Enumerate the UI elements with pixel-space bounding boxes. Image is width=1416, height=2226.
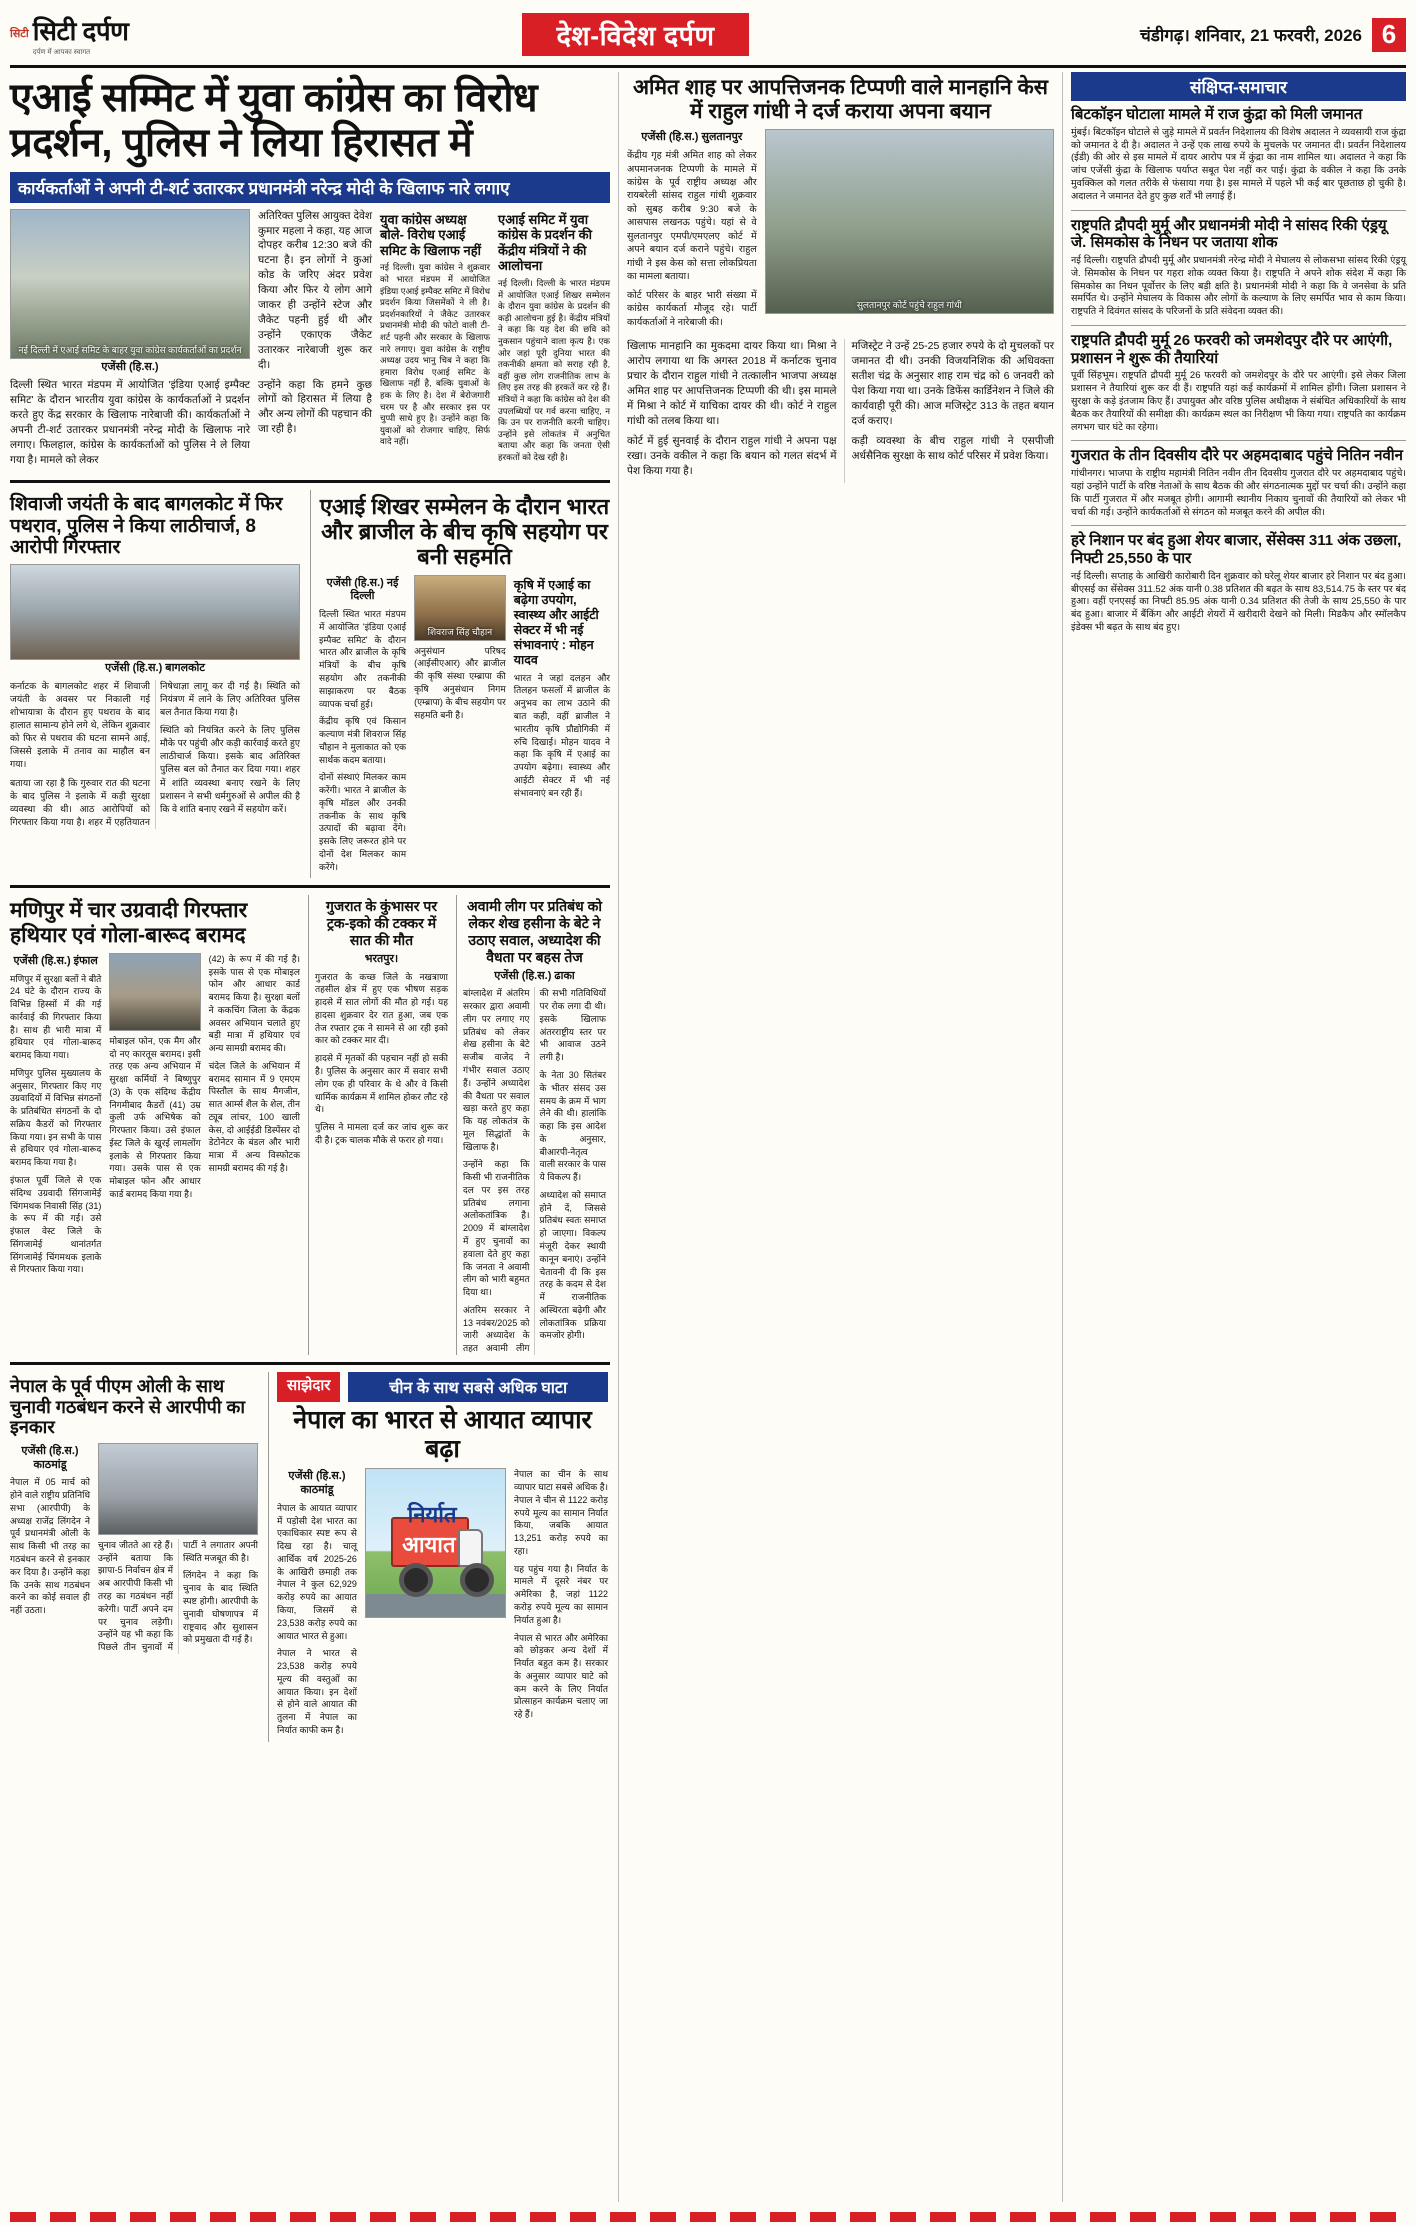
ai-brazil-body-2: केंद्रीय कृषि एवं किसान कल्याण मंत्री शिवराज सिंह चौहान ने मुलाकात को एक सार्थक कदम बताया।	[319, 716, 407, 765]
road-graphic	[366, 1594, 505, 1618]
section-banner: देश-विदेश दर्पण	[522, 13, 748, 56]
lead-sub-1-body: नई दिल्ली। युवा कांग्रेस ने शुक्रवार को भारत मंडपम में आयोजित इंडिया एआई इम्पैक्ट समिट में विरोध प्रदर्शन किया जिसमेंकों ने ली है। प्रदर्शनकारियों ने जैकेट उतारकर प्रधानमंत्री मोदी की फोटो वाली टी-शर्ट पहनी और सरकार के खिलाफ नारे लगाए। युवा कांग्रेस के राष्ट्रीय अध्यक्ष उदय भानु चिब ने कहा कि हमारा विरोध एआई समिट के खिलाफ नहीं है, बल्कि युवाओं के हक के लिए है। देश में बेरोजगारी चरम पर है और सरकार इस पर चुप्पी साधे हुए है। उन्होंने कहा कि युवाओं को रोजगार चाहिए, सिर्फ वादे नहीं।	[380, 262, 490, 447]
lead-photo-credit: एजेंसी (हि.स.)	[101, 360, 159, 373]
nepal-oli-photo	[98, 1443, 258, 1535]
nepal-trade-body-5: नेपाल से भारत और अमेरिका को छोड़कर अन्य देशों में निर्यात बहुत कम है। सरकार के अनुसार व्यापार घाटे को कम करने के लिए निर्यात प्रोत्साहन कार्यक्रम चलाए जा रहे हैं।	[513, 1632, 608, 1720]
logo-mark: सिटी	[10, 28, 29, 40]
rahul-body-left-2: कोर्ट परिसर के बाहर भारी संख्या में कांग्रेस कार्यकर्ता मौजूद रहे। पार्टी कार्यकर्ताओं ने नारेबाजी की।	[627, 289, 757, 328]
nepal-oli-body-2: चुनाव जीतते आ रहे हैं। उन्होंने बताया कि झापा-5 निर्वाचन क्षेत्र में अब आरपीपी किसी भी तरह का गठबंधन नहीं करेगी। पार्टी अपने दम पर चुनाव लड़ेगी। उन्होंने यह भी कहा कि पिछले तीन चुनावों में पार्टी ने लगातार अपनी स्थिति मजबूत की है।	[98, 1539, 258, 1653]
brief-item[interactable]	[1071, 447, 1406, 519]
gujarat-truck-body-3: पुलिस ने मामला दर्ज कर जांच शुरू कर दी है। ट्रक चालक मौके से फरार हो गया।	[315, 1122, 448, 1145]
nepal-trade-banner: चीन के साथ सबसे अधिक घाटा	[348, 1372, 608, 1402]
ai-brazil-right-head: कृषि में एआई का बढ़ेगा उपयोग, स्वास्थ्य और आईटी सेक्टर में भी नई संभावनाएं : मोहन यादव	[513, 577, 599, 667]
brief-body: गांधीनगर। भाजपा के राष्ट्रीय महामंत्री नितिन नवीन तीन दिवसीय गुजरात दौरे पर अहमदाबाद पहुंचे। यहां उन्होंने पार्टी के वरिष्ठ नेताओं के साथ बैठक की और संगठनात्मक मुद्दों पर चर्चा की। उन्होंने कहा कि पार्टी गुजरात में और मजबूत होगी। आगामी स्थानीय निकाय चुनावों की तैयारियों को लेकर भी चर्चा की गई। उन्होंने कार्यकर्ताओं से संगठन को मजबूत करने की अपील की।	[1071, 468, 1406, 518]
brief-head: हरे निशान पर बंद हुआ शेयर बाजार, सेंसेक्स 311 अंक उछला, निफ्टी 25,550 के पार	[1071, 532, 1402, 568]
awami-body-3: अंतरिम सरकार ने 13 नवंबर/2025 को जारी अध्यादेश के तहत अवामी लीग की सभी गतिविधियों पर रोक लगा दी थी। इसके खिलाफ अंतरराष्ट्रीय स्तर पर भी आवाज उठने लगी है।	[463, 988, 606, 1354]
gujarat-truck-byline: भरतपुर।	[364, 952, 399, 965]
dateline: चंडीगढ़। शनिवार, 21 फरवरी, 2026	[1139, 26, 1362, 45]
column-briefs	[1062, 72, 1406, 2202]
brief-head: बिटकॉइन घोटाला मामले में राज कुंद्रा को मिली जमानत	[1071, 106, 1363, 123]
awami-head: अवामी लीग पर प्रतिबंध को लेकर शेख हसीना के बेटे ने उठाए सवाल, अध्यादेश की वैधता पर बहस तेज	[467, 898, 602, 965]
nepal-trade-byline: एजेंसी (हि.स.) काठमांडू	[288, 1470, 346, 1497]
brief-item[interactable]	[1071, 532, 1406, 634]
story-ai-brazil	[310, 490, 610, 879]
nepal-trade-body-4: यह पहुंच गया है। निर्यात के मामले में दूसरे नंबर पर अमेरिका है, जहां 1122 करोड़ रुपये मूल्य का सामान निर्यात हुआ है।	[513, 1563, 608, 1625]
manipur-body-3: इंफाल पूर्वी जिले से एक संदिग्ध उग्रवादी सिंगजामेई चिंगमथक निवासी सिंह (31) के रूप में की गई। उसे इंफाल वेस्ट जिले के सिंगजामेई थानांतर्गत सिंगजामेई चिंगमथक इलाके से गिरफ्तार किया गया।	[10, 1175, 102, 1275]
brief-head: राष्ट्रपति द्रौपदी मुर्मू और प्रधानमंत्री मोदी ने सांसद रिकी एंड्रयू जे. सिमकोस के निधन पर जताया शोक	[1071, 216, 1387, 252]
rahul-photo-label: सुलतानपुर कोर्ट पहुंचे राहुल गांधी	[856, 300, 962, 311]
manipur-photo	[109, 953, 200, 1031]
lead-photo	[10, 209, 250, 359]
footer-decoration	[10, 2212, 1406, 2222]
shivaji-photo	[10, 564, 300, 660]
ai-brazil-body-1: दिल्ली स्थित भारत मंडपम में आयोजित 'इंडिया एआई इम्पैक्ट समिट' के दौरान भारत और ब्राजील के कृषि मंत्रियों के बीच कृषि सहयोग और तकनीकी साझाकरण पर बैठक व्यापक चर्चा हुई।	[319, 609, 407, 709]
lead-photo-label: नई दिल्ली में एआई समिट के बाहर युवा कांग्रेस कार्यकर्ताओं का प्रदर्शन	[18, 344, 242, 355]
column-left	[10, 72, 610, 2202]
truck-wheel-front	[460, 1563, 494, 1597]
awami-body-4: के नेता 30 सितंबर के भीतर संसद उस समय के क्रम में भाग लेने की थी। हालांकि कहा कि इस आदेश के अनुसार, बीआरपी-नेतृत्व वाली सरकार के पास ये विकल्प हैं।	[539, 1070, 606, 1183]
row-manipur	[10, 895, 610, 1354]
brief-head: राष्ट्रपति द्रौपदी मुर्मू 26 फरवरी को जमशेदपुर दौरे पर आएंगी, प्रशासन ने शुरू की तैयारियां	[1071, 332, 1393, 367]
ai-brazil-photo-label: शिवराज सिंह चौहान	[427, 626, 493, 637]
rahul-body-far-1: मजिस्ट्रेट ने उन्हें 25-25 हजार रुपये के दो मुचलकों पर जमानत दी थी। उनकी विजयनिशिक की अधिवक्ता सतीश चंद्र के अनुसार शाह राम चंद्र को 6 जनवरी को पेश किया गया था। उनके डिफेंस कार्डिनेशन ने जिले की कार्यवाही पूरी की। आज मजिस्ट्रेट 313 के तहत बयान दर्ज कराए।	[851, 340, 1054, 427]
story-awami	[456, 895, 606, 1354]
manipur-byline: एजेंसी (हि.स.) इंफाल	[13, 954, 98, 967]
shivaji-body-2: बताया जा रहा है कि गुरुवार रात की घटना के बाद पुलिस ने इलाके में कड़ी सुरक्षा व्यवस्था की थी। आठ आरोपियों को गिरफ्तार किया गया है। शहर में एहतियातन निषेधाज्ञा लागू कर दी गई है। स्थिति को नियंत्रण में लाने के लिए अतिरिक्त पुलिस बल तैनात किया गया है।	[10, 681, 300, 827]
nepal-trade-body-2: नेपाल ने भारत से 23,538 करोड़ रुपये मूल्य की वस्तुओं का आयात किया। इन देशों से होने वाले आयात की तुलना में नेपाल का निर्यात काफी कम है।	[277, 1648, 357, 1735]
brief-body: नई दिल्ली। राष्ट्रपति द्रौपदी मुर्मू और प्रधानमंत्री नरेन्द्र मोदी ने मेघालय से लोकसभा सांसद रिकी एंड्रयू जे. सिमकोस के निधन पर गहरा शोक व्यक्त किया है। राष्ट्रपति ने अपने शोक संदेश में कहा कि सिमकोस का निधन पूर्वोत्तर के लिए बड़ी क्षति है। प्रधानमंत्री मोदी ने कहा कि वे जनसेवा के प्रति समर्पित थे। उन्होंने मेघालय के विकास और लोगों के कल्याण के लिए समर्पित भाव से काम किया। राष्ट्रपति ने दिवंगत सांसद के परिजनों के प्रति संवेदना व्यक्त की।	[1071, 254, 1406, 318]
brief-body: पूर्वी सिंहभूम। राष्ट्रपति द्रौपदी मुर्मू 26 फरवरी को जमशेदपुर के दौरे पर आएंगी। इसे लेकर जिला प्रशासन ने तैयारियां शुरू कर दी हैं। राष्ट्रपति यहां कई कार्यक्रमों में शामिल होंगी। जिला प्रशासन ने सुरक्षा के कड़े इंतजाम किए हैं। उपायुक्त और वरिष्ठ पुलिस अधीक्षक ने संबंधित अधिकारियों के साथ बैठक कर तैयारियों की समीक्षा की। कार्यक्रम स्थल का निरीक्षण भी किया गया। राष्ट्रपति का कार्यक्रम लगभग चार घंटे का रहेगा।	[1071, 370, 1406, 433]
briefs-title: संक्षिप्त-समाचार	[1071, 72, 1406, 101]
ai-brazil-right-body-1: अनुसंधान परिषद (आईसीएआर) और ब्राजील की कृषि संस्था एम्ब्रापा की कृषि अनुसंधान निगम (एम्ब्रापा) के बीच सहयोग पर सहमति बनी है।	[414, 645, 506, 720]
ai-brazil-body-3: दोनों संस्थाएं मिलकर काम करेंगी। भारत ने ब्राजील के कृषि मॉडल और उनकी तकनीक के साथ कृषि उत्पादों की बढ़ावा देंगे। इसके लिए जरूरत होने पर दोनों देश मिलकर काम करेंगे।	[319, 772, 407, 872]
export-label: निर्यात	[407, 1501, 457, 1527]
rahul-headline: अमित शाह पर आपत्तिजनक टिप्पणी वाले मानहानि केस में राहुल गांधी ने दर्ज कराया अपना बयान	[633, 76, 1048, 124]
rahul-photo	[765, 129, 1054, 314]
lead-sub-2-head: एआई समिट में युवा कांग्रेस के प्रदर्शन की केंद्रीय मंत्रियों ने की आलोचना	[498, 211, 592, 274]
lead-sub-2	[498, 209, 610, 473]
story-shivaji	[10, 490, 300, 829]
page-number: 6	[1372, 18, 1406, 52]
rahul-body-right-2: कोर्ट में हुई सुनवाई के दौरान राहुल गांधी ने अपना पक्ष रखा। उनके वकील ने कहा कि बयान को गलत संदर्भ में पेश किया गया है।	[627, 434, 837, 477]
gujarat-truck-body-1: गुजरात के कच्छ जिले के नखत्राणा तहसील क्षेत्र में हुए एक भीषण सड़क हादसे में सात लोगों की मौत हो गई। यह हादसा शुक्रवार देर रात हुआ, जब एक तेज रफ्तार ट्रक ने सामने से आ रही इको कार को टक्कर मार दी।	[315, 971, 448, 1046]
manipur-headline: मणिपुर में चार उग्रवादी गिरफ्तार हथियार एवं गोला-बारूद बरामद	[10, 899, 248, 947]
lead-sub-1-head: युवा कांग्रेस अध्यक्ष बोले- विरोध एआई समिट के खिलाफ नहीं	[380, 211, 481, 258]
ai-brazil-photo	[414, 575, 506, 641]
story-gujarat-truck	[308, 895, 448, 1354]
truck-wheel-rear	[399, 1563, 433, 1597]
manipur-body-2: मणिपुर पुलिस मुख्यालय के अनुसार, गिरफ्तार किए गए उग्रवादियों में विभिन्न संगठनों के प्रतिबंधित संगठनों के दो सक्रिय कैडरों को गिरफ्तार किया गया। इन सभी के पास से हथियार एवं गोला-बारूद बरामद किया गया है।	[10, 1067, 102, 1168]
manipur-body-1: मणिपुर में सुरक्षा बलों ने बीते 24 घंटे के दौरान राज्य के विभिन्न हिस्सों में की गई कार्रवाई की गिरफ्तार किया है। साथ ही भारी मात्रा में हथियार एवं गोला-बारूद बरामद किया गया।	[10, 973, 102, 1061]
brief-body: मुंबई। बिटकॉइन घोटाले से जुड़े मामले में प्रवर्तन निदेशालय की विशेष अदालत ने व्यवसायी राज कुंद्रा को जमानत दे दी है। अदालत ने उन्हें एक लाख रुपये के मुचलके पर जमानत दी। प्रवर्तन निदेशालय (ईडी) की ओर से इस मामले में दायर आरोप पत्र में कुंद्रा का नाम शामिल था। अदालत ने कहा कि जांच एजेंसी कुंद्रा के खिलाफ पर्याप्त सबूत पेश नहीं कर पाई। कुंद्रा के वकील ने कहा कि उनके मुवक्किल को गलत तरीके से फंसाया गया है। इस मामले में पहले भी कई बार पूछताछ हो चुकी है। अदालत ने जमानत देते हुए कुछ शर्तें भी लगाई हैं।	[1071, 126, 1406, 202]
shivaji-body-1: कर्नाटक के बागलकोट शहर में शिवाजी जयंती के अवसर पर निकाली गई शोभायात्रा के दौरान हुए पथराव के बाद हालात सामान्य होने लगे थे, लेकिन शुक्रवार को फिर से पथराव की घटना सामने आई, जिससे इलाके में तनाव का माहौल बन गया।	[10, 681, 150, 770]
gujarat-truck-body-2: हादसे में मृतकों की पहचान नहीं हो सकी है। पुलिस के अनुसार कार में सवार सभी लोग एक ही परिवार के थे और वे किसी धार्मिक कार्यक्रम में शामिल होकर लौट रहे थे।	[315, 1053, 448, 1115]
lead-subhead: कार्यकर्ताओं ने अपनी टी-शर्ट उतारकर प्रधानमंत्री नरेन्द्र मोदी के खिलाफ नारे लगाए	[10, 172, 610, 203]
nepal-trade-body-3: नेपाल का चीन के साथ व्यापार घाटा सबसे अधिक है। नेपाल ने चीन से 1122 करोड़ रुपये मूल्य का सामान निर्यात किया, जबकि आयात 13,251 करोड़ रुपये का रहा।	[513, 1469, 608, 1556]
nepal-trade-kicker: साझेदार	[277, 1372, 340, 1402]
import-label: आयात	[402, 1531, 456, 1557]
awami-byline: एजेंसी (हि.स.) ढाका	[494, 969, 575, 982]
publication-logo[interactable]	[10, 12, 195, 57]
lead-body-2: अतिरिक्त पुलिस आयुक्त देवेश कुमार महला ने कहा, यह आज दोपहर करीब 12:30 बजे की घटना है। इन लोगों ने कुआं कोड के जरिए अंदर प्रवेश किया और फिर ये लोग आगे जाकर ही उन्होंने स्टेज और जैकेट पहनी हुई थी और उन्होंने एकाएक जैकेट उतारकर नारेबाजी शुरू कर दी। उन्होंने कहा कि हमने कुछ लोगों को हिरासत में लिया है और अन्य लोगों की पहचान की जा रही है।	[258, 209, 372, 436]
lead-sub-2-body: नई दिल्ली। दिल्ली के भारत मंडपम में आयोजित एआई शिखर सम्मेलन के दौरान युवा कांग्रेस के प्रदर्शन की कड़ी आलोचना हुई है। केंद्रीय मंत्रियों ने कहा कि यह देश की छवि को नुकसान पहुंचाने वाला कृत्य है। एक ओर जहां पूरी दुनिया भारत की तकनीकी क्षमता को सराह रही है, वहीं कुछ लोग राजनीतिक लाभ के लिए इस तरह की हरकतें कर रहे हैं। मंत्रियों ने कहा कि कांग्रेस को देश की उपलब्धियों पर गर्व करना चाहिए, न कि उन पर राजनीति करनी चाहिए। उन्होंने इसे लोकतंत्र में अनुचित बताया और कहा कि जनता ऐसी हरकतों को देख रही है।	[498, 277, 610, 462]
masthead	[10, 8, 1406, 68]
shivaji-byline: एजेंसी (हि.स.) बागलकोट	[105, 662, 205, 675]
manipur-body-4: मोबाइल फोन, एक मैग और दो नए कारतूस बरामद। इसी तरह एक अन्य अभियान में सुरक्षा कर्मियों ने बिष्णुपुर (3) के एक संदिग्ध केंद्रीय निगमीबाद कैडरों (41) उम्र कुली उर्फ अभिषेक को गिरफ्तार किया। उसे इंफाल ईस्ट जिले के खुरई लामलोंग इलाके से गिरफ्तार किया गया। उसके पास से एक मोबाइल फोन और आधार कार्ड बरामद किया गया है।	[109, 1035, 201, 1199]
brief-body: नई दिल्ली। सप्ताह के आखिरी कारोबारी दिन शुक्रवार को घरेलू शेयर बाजार हरे निशान पर बंद हुआ। बीएसई का सेंसेक्स 311.52 अंक यानी 0.38 प्रतिशत की बढ़त के साथ 83,514.75 के स्तर पर बंद हुआ। वहीं एनएसई का निफ्टी 85.95 अंक यानी 0.34 प्रतिशत की तेजी के साथ 25,550 के पार बंद हुआ। बाजार में बैंकिंग और आईटी शेयरों में खरीदारी देखने को मिली। मिडकैप और स्मॉलकैप इंडेक्स भी बढ़त के साथ बंद हुए।	[1071, 570, 1406, 633]
story-manipur	[10, 895, 300, 1354]
nepal-trade-illustration	[365, 1468, 506, 1618]
brief-head: गुजरात के तीन दिवसीय दौरे पर अहमदाबाद पहुंचे नितिन नवीन	[1071, 447, 1404, 465]
rahul-body-far-2: कड़ी व्यवस्था के बीच राहुल गांधी ने एसपीजी अर्धसैनिक सुरक्षा के साथ कोर्ट परिसर में प्रवेश किया।	[851, 434, 1054, 462]
awami-body-2: उन्होंने कहा कि किसी भी राजनीतिक दल पर इस तरह प्रतिबंध लगाना अलोकतांत्रिक है। 2009 में बांग्लादेश में हुए चुनावों का हवाला देते हुए कहा कि जनता ने अवामी लीग को भारी बहुमत दिया था।	[463, 1159, 530, 1298]
story-nepal-oli	[10, 1372, 260, 1742]
logo-subtitle: दर्पण में आपका स्वागत	[32, 49, 91, 56]
lead-body-1: दिल्ली स्थित भारत मंडपम में आयोजित 'इंडिया एआई इम्पैक्ट समिट' के दौरान भारतीय युवा कांग्रेस के कार्यकर्ताओं ने प्रदर्शन करते हुए केंद्र सरकार के खिलाफ नारेबाजी की। कार्यकर्ताओं ने अपनी टी-शर्ट उतारकर प्रधानमंत्री नरेन्द्र मोदी के खिलाफ नारे लगाए। फिलहाल, कांग्रेस के कार्यकर्ताओं को पुलिस ने ले लिया गया है। मामले को लेकर	[10, 379, 250, 466]
manipur-body-6: चंदेल जिले के अभियान में बरामद सामान में 9 एमएम पिस्तौल के साथ मैगजीन, सात आर्म्स शैल के शेल, तीन ट्यूब लांचर, 100 खाली केस, दो आईईडी डिस्पेंसर दो डेटोनेटर के बंडल और भारी मात्रा में अन्य विस्फोटक सामग्री बरामद की गई है।	[208, 1060, 300, 1174]
brief-item[interactable]	[1071, 332, 1406, 434]
logo-text: सिटी दर्पण	[32, 16, 129, 46]
nepal-trade-head: नेपाल का भारत से आयात व्यापार बढ़ा	[293, 1405, 592, 1463]
rahul-body-left-1: केंद्रीय गृह मंत्री अमित शाह को लेकर अपमानजनक टिप्पणी के मामले में कांग्रेस के पूर्व राष्ट्रीय अध्यक्ष और रायबरेली सांसद राहुल गांधी शुक्रवार को सुबह करीब 9:30 बजे के आसपास लखनऊ पहुंचे। यहां से वे सुलतानपुर एमपी/एमएलए कोर्ट में अपने बयान दर्ज कराने पहुंचे। राहुल गांधी ने इस केस को सत्ता लोकप्रियता का मामला बताया।	[627, 150, 757, 283]
row-nepal	[10, 1372, 610, 1742]
shivaji-headline: शिवाजी जयंती के बाद बागलकोट में फिर पथराव, पुलिस ने किया लाठीचार्ज, 8 आरोपी गिरफ्तार	[10, 493, 283, 559]
page-columns	[10, 72, 1406, 2202]
awami-body-5: अध्यादेश को समाप्त होने दें, जिससे प्रतिबंध स्वतः समाप्त हो जाएगा। विकल्प मंजूरी देकर स्थायी कानून बनाएं। उन्होंने चेतावनी दी कि इस तरह के कदम से देश में राजनीतिक अस्थिरता बढ़ेगी और लोकतांत्रिक प्रक्रिया कमजोर होगी।	[539, 1189, 606, 1341]
brief-item[interactable]	[1071, 217, 1406, 319]
brief-item[interactable]	[1071, 106, 1406, 204]
nepal-trade-body-1: नेपाल के आयात व्यापार में पड़ोसी देश भारत का एकाधिकार स्पष्ट रूप से दिख रहा है। चालू आर्थिक वर्ष 2025-26 के आखिरी छमाही तक नेपाल ने कुल 62,929 करोड़ रुपये का आयात किया, जिसमें से 23,538 करोड़ रुपये का आयात भारत से हुआ।	[277, 1502, 357, 1641]
story-nepal-trade	[268, 1372, 608, 1742]
rahul-byline: एजेंसी (हि.स.) सुलतानपुर	[641, 131, 743, 144]
lead-headline: एआई सम्मिट में युवा कांग्रेस का विरोध प्रदर्शन, पुलिस ने लिया हिरासत में	[10, 76, 538, 165]
awami-body-1: बांग्लादेश में अंतरिम सरकार द्वारा अवामी लीग पर लगाए गए प्रतिबंध को लेकर शेख हसीना के बेटे सजीब वाजेद ने गंभीर सवाल उठाए हैं। उन्होंने अध्यादेश की वैधता पर सवाल खड़ा करते हुए कहा कि यह लोकतंत्र के मूल सिद्धांतों के खिलाफ है।	[463, 988, 530, 1152]
ai-brazil-headline: एआई शिखर सम्मेलन के दौरान भारत और ब्राजील के बीच कृषि सहयोग पर बनी सहमति	[319, 493, 610, 570]
nepal-oli-byline: एजेंसी (हि.स.) काठमांडू	[21, 1444, 79, 1471]
nepal-oli-body-3: लिंगदेन ने कहा कि चुनाव के बाद स्थिति स्पष्ट होगी। आरपीपी के चुनावी घोषणापत्र में राष्ट्रवाद और सुशासन को प्रमुखता दी गई है।	[183, 1570, 258, 1645]
truck-cab-graphic	[458, 1529, 483, 1567]
lead-sub-1	[380, 209, 490, 473]
nepal-oli-body-1: नेपाल में 05 मार्च को होने वाले राष्ट्रीय प्रतिनिधि सभा (आरपीपी) के अध्यक्ष राजेंद्र लिंगदेन ने पूर्व प्रधानमंत्री ओली के साथ किसी भी तरह का गठबंधन करने से इनकार कर दिया है। उन्होंने कहा कि उनके साथ गठबंधन करने का कोई सवाल ही नहीं उठता।	[10, 1477, 90, 1616]
manipur-body-5: (42) के रूप में की गई है। इसके पास से एक मोबाइल फोन और आधार कार्ड बरामद किया है। सुरक्षा बलों ने ककचिंग जिला के केंद्रक अवसर अभियान चलाते हुए बड़ी मात्रा में हथियार एवं अन्य सामग्री बरामद की।	[208, 953, 300, 1054]
column-middle	[618, 72, 1054, 2202]
ai-brazil-right-body-2: भारत ने जहां दलहन और तिलहन फसलों में ब्राजील के अनुभव का लाभ उठाने की बात कही, वहीं ब्राजील ने भारतीय कृषि प्रौद्योगिकी में रुचि दिखाई। मोहन यादव ने कहा कि कृषि में एआई का उपयोग बढ़ेगा। स्वास्थ्य और आईटी सेक्टर में भी नई संभावनाएं बन रही हैं।	[513, 672, 610, 798]
nepal-oli-head: नेपाल के पूर्व पीएम ओली के साथ चुनावी गठबंधन करने से आरपीपी का इनकार	[10, 1375, 246, 1438]
ai-brazil-byline: एजेंसी (हि.स.) नई दिल्ली	[326, 576, 399, 603]
shivaji-body-3: स्थिति को नियंत्रित करने के लिए पुलिस मौके पर पहुंची और कड़ी कार्रवाई करते हुए लाठीचार्ज किया। इसके बाद अतिरिक्त पुलिस बल को तैनात कर दिया गया। शहर में शांति व्यवस्था बनाए रखने के लिए प्रशासन ने सभी धर्मगुरुओं से अपील की है कि वे शांति बनाए रखने में सहयोग करें।	[160, 725, 300, 814]
rahul-body-right-1: खिलाफ मानहानि का मुकदमा दायर किया था। मिश्रा ने आरोप लगाया था कि अगस्त 2018 में कर्नाटक चुनाव प्रचार के दौरान राहुल गांधी ने तत्कालीन भाजपा अध्यक्ष अमित शाह पर आपत्तिजनक टिप्पणी की थी। इस मामले में मिश्रा ने कोर्ट में याचिका दायर की थी। कोर्ट ने राहुल गांधी को तलब किया था।	[627, 340, 837, 427]
gujarat-truck-head: गुजरात के कुंभासर पर ट्रक-इको की टक्कर में सात की मौत	[325, 898, 438, 949]
